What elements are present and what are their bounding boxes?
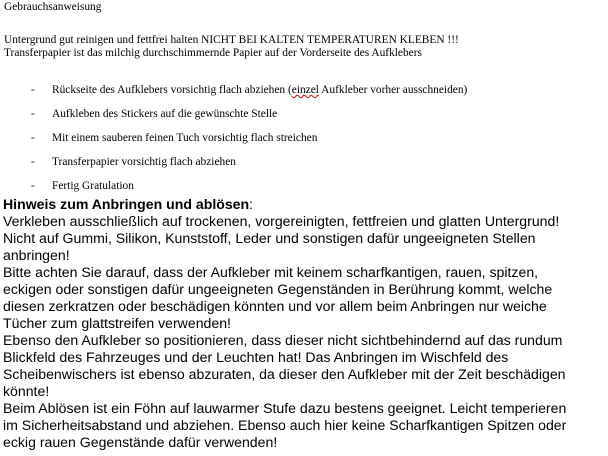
bullet-dash: - [31, 108, 35, 120]
intro-line: Transferpapier ist das milchig durchschimmernde Papier auf der Vorderseite des Aufklebers [4, 47, 422, 59]
bullet-dash: - [31, 132, 35, 144]
hint-line: eckigen oder sonstigen dafür ungeeigneten Gegenständen in Berührung kommt, welche [3, 281, 553, 297]
intro-paragraph [4, 34, 459, 60]
step-text: Transferpapier vorsichtig flach abziehen [52, 156, 236, 168]
hint-line: Beim Ablösen ist ein Föhn auf lauwarmer Stufe dazu bestens geeignet. Leicht temperieren [3, 400, 567, 416]
hint-line: Blickfeld des Fahrzeuges und der Leuchten hat! Das Anbringen im Wischfeld des [3, 349, 509, 365]
bullet-dash: - [31, 84, 35, 96]
hint-line: Scheibenwischers ist ebenso abzuraten, da dieser den Aufkleber mit der Zeit beschädigen [3, 366, 566, 382]
spellcheck-flagged-word: einzel [291, 84, 319, 96]
hint-line: eckig rauen Gegenstände dafür verwenden! [3, 434, 278, 450]
bullet-dash: - [31, 156, 35, 168]
hint-section [3, 196, 605, 451]
hint-line: Verkleben ausschließlich auf trockenen, vorgereinigten, fettfreien und glatten Untergrund! [3, 213, 560, 229]
hint-line: Nicht auf Gummi, Silikon, Kunststoff, Leder und sonstigen dafür ungeeigneten Stellen [3, 230, 536, 246]
hint-line: Ebenso den Aufkleber so positionieren, dass dieser nicht sichtbehindernd auf das rundum [3, 332, 563, 348]
intro-line: Untergrund gut reinigen und fettfrei halten NICHT BEI KALTEN TEMPERATUREN KLEBEN !!! [4, 34, 459, 46]
step-text: Mit einem sauberen feinen Tuch vorsichtig flach streichen [52, 132, 318, 144]
hint-line: könnte! [3, 383, 50, 399]
step-text: Fertig Gratulation [52, 180, 134, 192]
document-title: Gebrauchsanweisung [4, 1, 102, 13]
hint-line: Bitte achten Sie darauf, dass der Aufkleber mit keinem scharfkantigen, rauen, spitzen, [3, 264, 539, 280]
hint-heading-colon: : [249, 196, 254, 212]
hint-line: im Sicherheitsabstand und abziehen. Ebenso auch hier keine Scharfkantigen Spitzen oder [3, 417, 567, 433]
hint-line: anbringen! [3, 247, 70, 263]
step-text: Rückseite des Aufklebers vorsichtig flach abziehen (einzel Aufkleber vorher ausschneiden) [52, 84, 468, 96]
bullet-dash: - [31, 180, 35, 192]
step-text: Aufkleben des Stickers auf die gewünschte Stelle [52, 108, 278, 120]
hint-line: diesen zerkratzen oder beschädigen könnten und vor allem beim Anbringen nur weiche [3, 298, 547, 314]
hint-heading: Hinweis zum Anbringen und ablösen [3, 196, 250, 212]
hint-line: Tücher zum glattstreifen verwenden! [3, 315, 231, 331]
hint-heading-line [3, 196, 605, 213]
